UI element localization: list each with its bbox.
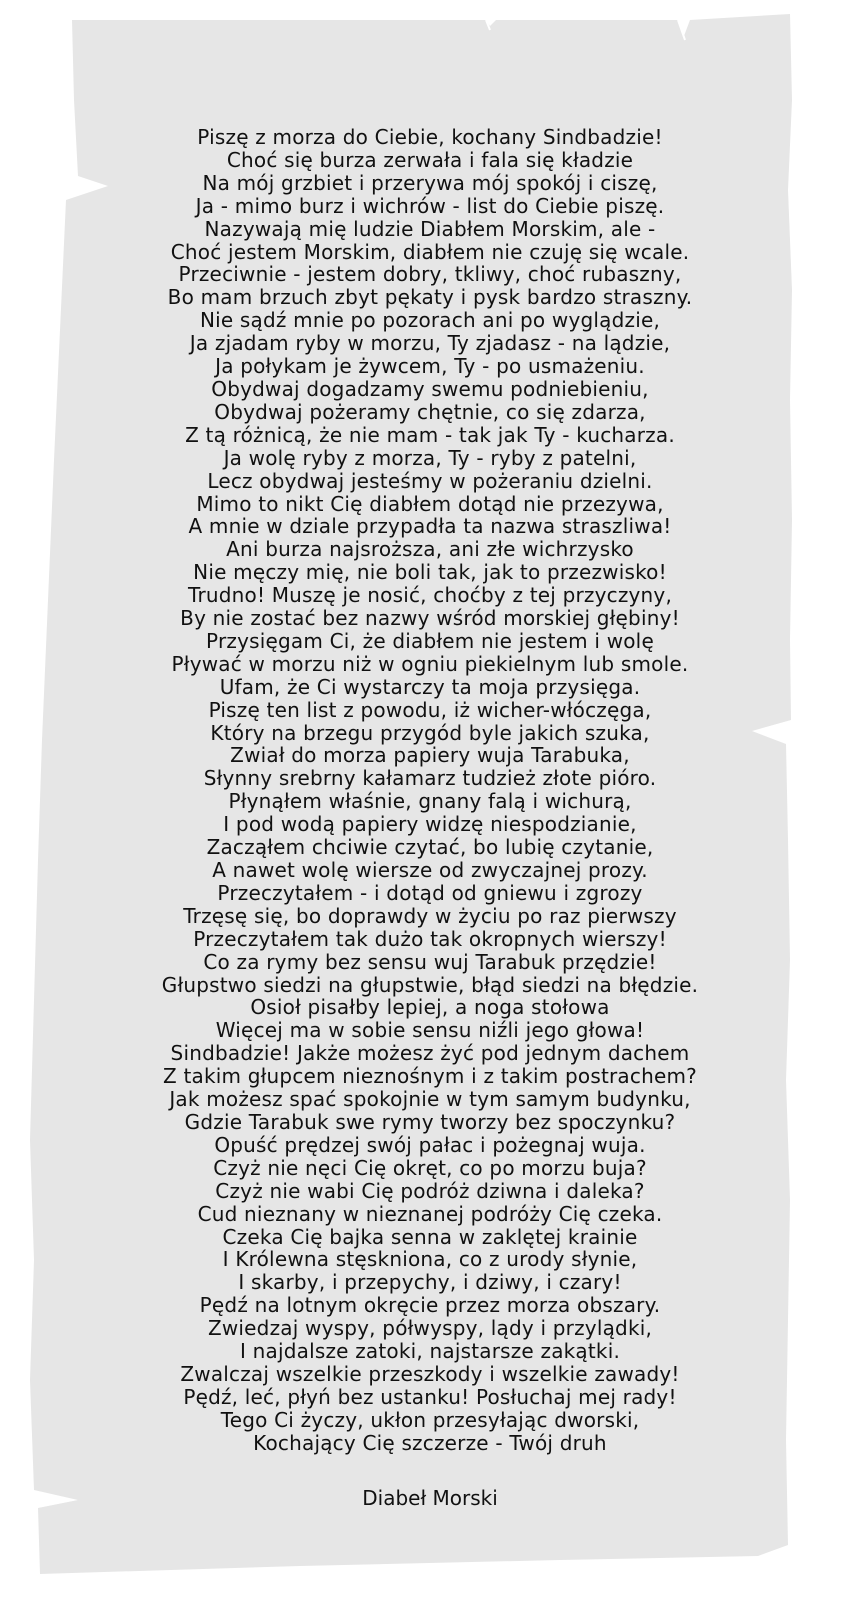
letter-line: Ufam, że Ci wystarczy ta moja przysięga. bbox=[219, 674, 641, 699]
letter-line: Trudno! Muszę je nosić, choćby z tej przyczyny, bbox=[187, 583, 673, 608]
letter-line: A mnie w dziale przypadła ta nazwa straszliwa! bbox=[188, 514, 672, 539]
letter-line: Który na brzegu przygód byle jakich szuka, bbox=[210, 720, 650, 745]
letter-line: Obydwaj dogadzamy swemu podniebieniu, bbox=[211, 376, 649, 401]
letter-line: Sindbadzie! Jakże możesz żyć pod jednym dachem bbox=[170, 1041, 690, 1066]
letter-line: Czyż nie wabi Cię podróż dziwna i daleka? bbox=[215, 1178, 645, 1203]
letter-line: Zacząłem chciwie czytać, bo lubię czytanie, bbox=[206, 835, 654, 860]
letter-line: Obydwaj pożeramy chętnie, co się zdarza, bbox=[214, 399, 646, 424]
letter-line: Pędź na lotnym okręcie przez morza obszary. bbox=[199, 1293, 661, 1318]
letter-line: Ja - mimo burz i wichrów - list do Ciebie piszę. bbox=[195, 193, 665, 218]
letter-line: Choć jestem Morskim, diabłem nie czuję się wcale. bbox=[170, 239, 690, 264]
letter-line: Czeka Cię bajka senna w zaklętej krainie bbox=[222, 1224, 638, 1249]
letter-line: Z takim głupcem nieznośnym i z takim postrachem? bbox=[163, 1064, 697, 1089]
letter-line: Więcej ma w sobie sensu niźli jego głowa! bbox=[215, 1018, 645, 1043]
letter-line: Co za rymy bez sensu wuj Tarabuk przędzie! bbox=[203, 949, 657, 974]
letter-line: Płynąłem właśnie, gnany falą i wichurą, bbox=[228, 789, 632, 814]
letter-line: Opuść prędzej swój pałac i pożegnaj wuja. bbox=[214, 1132, 646, 1157]
letter-line: Na mój grzbiet i przerywa mój spokój i ciszę, bbox=[202, 170, 658, 195]
letter-line: Ani burza najsroższa, ani złe wichrzysko bbox=[226, 537, 634, 562]
letter-line: Przeciwnie - jestem dobry, tkliwy, choć rubaszny, bbox=[178, 262, 682, 287]
letter-line: Tego Ci życzy, ukłon przesyłając dworski, bbox=[220, 1407, 640, 1432]
letter-line: I Królewna stęskniona, co z urody słynie, bbox=[222, 1247, 638, 1272]
letter-line: Przeczytałem - i dotąd od gniewu i zgrozy bbox=[217, 880, 643, 905]
letter-line: By nie zostać bez nazwy wśród morskiej głębiny! bbox=[180, 606, 680, 631]
letter-line: Pływać w morzu niż w ogniu piekielnym lub smole. bbox=[171, 651, 689, 676]
letter-signature: Diabeł Morski bbox=[362, 1486, 498, 1510]
letter-line: I najdalsze zatoki, najstarsze zakątki. bbox=[239, 1339, 621, 1364]
letter-line: Kochający Cię szczerze - Twój druh bbox=[253, 1430, 607, 1455]
letter-line: Słynny srebrny kałamarz tudzież złote pióro. bbox=[203, 766, 657, 791]
letter-line: Gdzie Tarabuk swe rymy tworzy bez spoczynku? bbox=[184, 1109, 676, 1134]
letter-line: Zwiał do morza papiery wuja Tarabuka, bbox=[230, 743, 630, 768]
letter-body bbox=[105, 126, 755, 1455]
letter-line: A nawet wolę wiersze od zwyczajnej prozy. bbox=[212, 858, 648, 882]
letter-line: I pod wodą papiery widzę niespodzianie, bbox=[223, 812, 637, 837]
letter-line: Osioł pisałby lepiej, a noga stołowa bbox=[250, 995, 610, 1020]
letter-line: Lecz obydwaj jesteśmy w pożeraniu dzielni. bbox=[207, 468, 653, 493]
letter-line: Trzęsę się, bo doprawdy w życiu po raz pierwszy bbox=[183, 903, 677, 928]
letter-line: Przysięgam Ci, że diabłem nie jestem i wolę bbox=[206, 628, 654, 653]
letter-line: Jak możesz spać spokojnie w tym samym budynku, bbox=[169, 1087, 691, 1112]
letter-line: Nie sądź mnie po pozorach ani po wyglądzie, bbox=[199, 308, 661, 333]
letter-line: Głupstwo siedzi na głupstwie, błąd siedzi na błędzie. bbox=[161, 972, 699, 997]
letter-line: Cud nieznany w nieznanej podróży Cię czeka. bbox=[197, 1201, 663, 1226]
letter-line: Czyż nie nęci Cię okręt, co po morzu buja? bbox=[213, 1155, 647, 1180]
letter-line: Ja wolę ryby z morza, Ty - ryby z patelni, bbox=[223, 445, 637, 470]
letter-line: Bo mam brzuch zbyt pękaty i pysk bardzo straszny. bbox=[167, 285, 693, 310]
letter-line: Z tą różnicą, że nie mam - tak jak Ty - kucharza. bbox=[185, 422, 675, 447]
letter-line: Nazywają mię ludzie Diabłem Morskim, ale - bbox=[204, 216, 656, 241]
letter-line: Pędź, leć, płyń bez ustanku! Posłuchaj mej rady! bbox=[183, 1384, 677, 1409]
letter-line: Zwalczaj wszelkie przeszkody i wszelkie zawady! bbox=[180, 1361, 680, 1386]
letter-line: Przeczytałem tak dużo tak okropnych wierszy! bbox=[193, 926, 667, 951]
letter-line: Zwiedzaj wyspy, półwyspy, lądy i przylądki, bbox=[207, 1316, 653, 1341]
letter-line: Choć się burza zerwała i fala się kładzie bbox=[226, 147, 634, 172]
letter-line: Mimo to nikt Cię diabłem dotąd nie przezywa, bbox=[196, 491, 664, 516]
letter-line: Ja zjadam ryby w morzu, Ty zjadasz - na lądzie, bbox=[189, 331, 671, 356]
letter-line: Piszę ten list z powodu, iż wicher-włóczęga, bbox=[208, 697, 652, 722]
letter-line: I skarby, i przepychy, i dziwy, i czary! bbox=[238, 1270, 622, 1295]
letter-line: Ja połykam je żywcem, Ty - po usmażeniu. bbox=[215, 354, 645, 379]
letter-line: Nie męczy mię, nie boli tak, jak to przezwisko! bbox=[193, 560, 667, 585]
letter-line: Piszę z morza do Ciebie, kochany Sindbadzie! bbox=[197, 125, 663, 149]
